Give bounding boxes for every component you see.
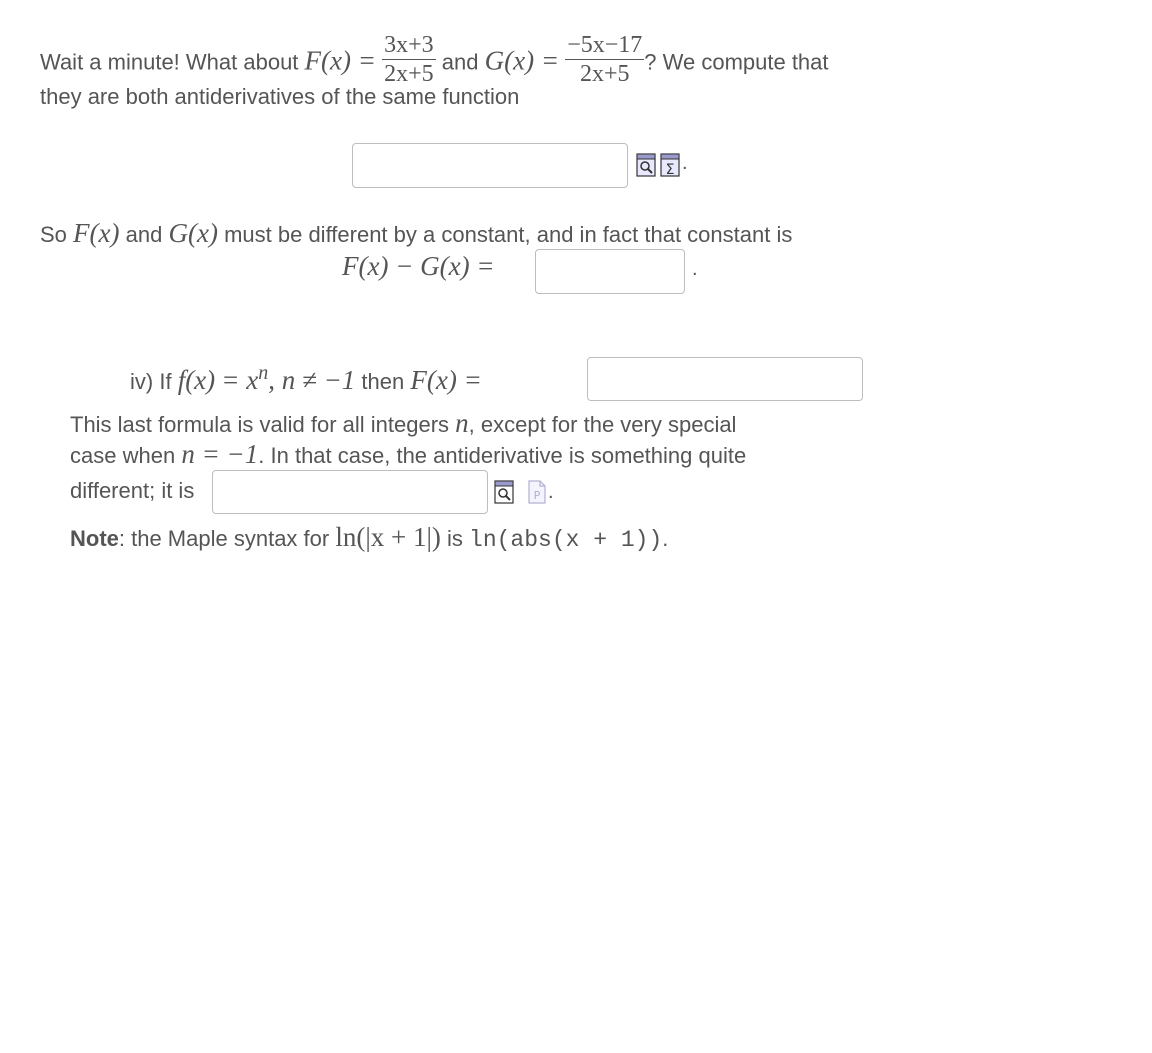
part-iv-label: iv) If — [130, 369, 172, 394]
intro-line-1 — [40, 32, 829, 91]
preview-icon-2[interactable] — [494, 480, 514, 504]
field4-period: . — [548, 481, 554, 503]
svg-text:Σ: Σ — [665, 162, 675, 177]
preview-icon[interactable] — [636, 153, 656, 177]
power-rule-answer-input[interactable] — [587, 357, 863, 401]
validity-line-1 — [70, 408, 736, 439]
and-text-2: and — [125, 222, 163, 247]
power-rule: = $x^n$, n ≠ −1 — [221, 362, 356, 395]
svg-text:P: P — [533, 489, 541, 502]
intro-suffix: ? We compute that — [644, 49, 829, 75]
note-label: Note — [70, 526, 119, 551]
note-text: : the Maple syntax for — [118, 526, 330, 551]
G-label: G(x) = — [484, 45, 560, 76]
G-numerator: −5x−17 — [567, 32, 643, 58]
derivative-answer-input[interactable] — [352, 143, 628, 188]
F-equals: F(x) = — [410, 365, 482, 395]
note-period: . — [662, 526, 669, 551]
constant-rest: must be different by a constant, and in fact that constant is — [224, 222, 793, 247]
F-fraction — [382, 32, 436, 87]
validity-text-a: This last formula is valid for all integers — [70, 412, 450, 437]
F-label: F(x) = — [304, 45, 376, 76]
maple-syntax-icon[interactable] — [527, 480, 547, 504]
special-case-text: . In that case, the antiderivative is something quite — [258, 443, 747, 468]
then-text: then — [361, 369, 405, 394]
F-numerator: 3x+3 — [384, 32, 434, 58]
f-of-x: f(x) — [177, 365, 216, 395]
intro-prefix: Wait a minute! What about — [40, 49, 299, 75]
constant-line — [40, 218, 792, 249]
G-fraction — [565, 32, 644, 87]
equation-editor-icon[interactable] — [660, 153, 680, 177]
so-text: So — [40, 222, 67, 247]
is-text: is — [447, 526, 463, 551]
constant-answer-input[interactable] — [535, 249, 685, 294]
n-symbol: n — [455, 408, 469, 438]
different-it-is-text: different; it is — [70, 478, 195, 503]
difference-equation: F(x) − G(x) = — [342, 251, 495, 281]
case-when-text: case when — [70, 443, 176, 468]
validity-text-b: , except for the very special — [468, 412, 737, 437]
part-iv-line — [130, 362, 482, 396]
validity-line-2 — [70, 439, 746, 470]
n-equals-minus-one: n = −1 — [181, 439, 259, 469]
and-text: and — [441, 49, 479, 75]
field2-period: . — [692, 258, 698, 280]
special-case-answer-input[interactable] — [212, 470, 488, 514]
maple-note — [70, 522, 668, 553]
ln-math: ln(|x + 1|) — [335, 522, 441, 552]
F-symbol: F(x) — [73, 218, 120, 248]
field1-period: . — [682, 152, 688, 174]
F-denominator: 2x+5 — [384, 61, 434, 87]
G-symbol: G(x) — [168, 218, 218, 248]
G-denominator: 2x+5 — [579, 61, 630, 87]
intro-line-2: they are both antiderivatives of the same function — [40, 84, 520, 109]
maple-code: ln(abs(x + 1)) — [469, 527, 663, 553]
